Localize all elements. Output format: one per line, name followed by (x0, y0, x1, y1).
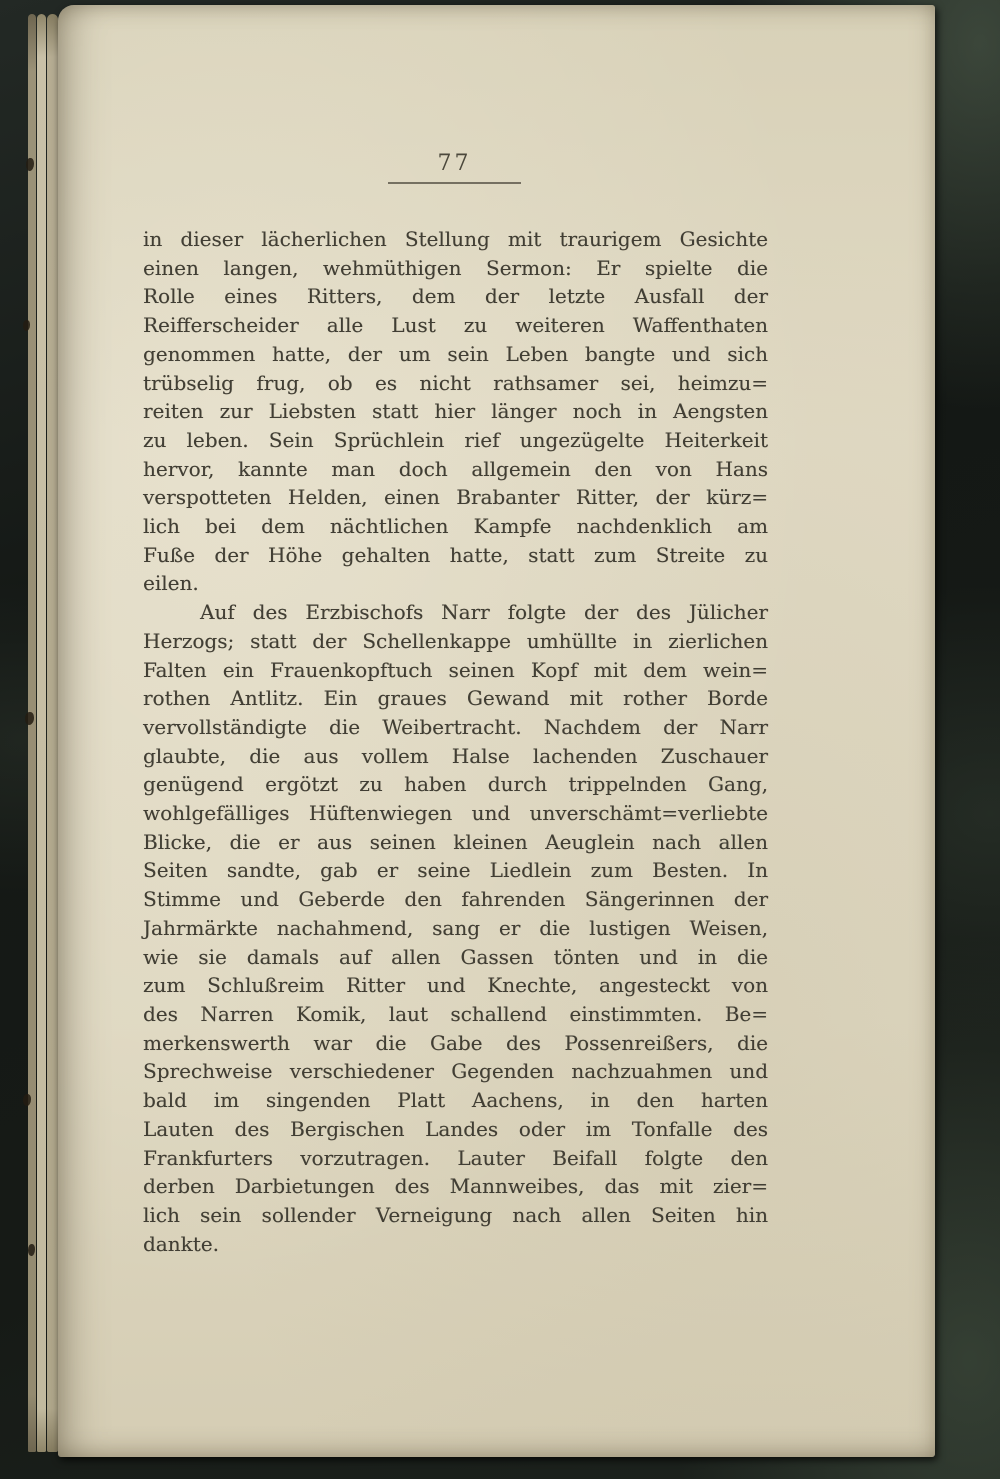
text-line: hervor, kannte man doch allgemein den von Hans (143, 456, 768, 481)
text-line: des Narren Komik, laut schallend einstimmten. Be= (143, 1001, 768, 1026)
text-line: Rolle eines Ritters, dem der letzte Ausfall der (143, 284, 768, 309)
text-line: Fuße der Höhe gehalten hatte, statt zum Streite zu (143, 542, 768, 567)
text-line: zu leben. Sein Sprüchlein rief ungezügelte Heiterkeit (143, 427, 768, 452)
text-line: Seiten sandte, gab er seine Liedlein zum Besten. In (143, 858, 768, 883)
text-line: eilen. (143, 571, 199, 596)
text-line: zum Schlußreim Ritter und Knechte, angesteckt von (143, 973, 768, 998)
page-edge-strip (37, 14, 46, 1452)
page-edges (28, 14, 58, 1452)
text-line: trübselig frug, ob es nicht rathsamer sei, heimzu= (143, 370, 768, 395)
page-number-rule (388, 182, 521, 184)
text-line: Herzogs; statt der Schellenkappe umhüllte in zierlichen (143, 628, 768, 653)
text-line: Stimme und Geberde den fahrenden Sängerinnen der (143, 887, 768, 912)
text-line: lich sein sollender Verneigung nach allen Seiten hin (143, 1202, 768, 1227)
text-line: in dieser lächerlichen Stellung mit traurigem Gesichte (143, 227, 768, 251)
text-line: Jahrmärkte nachahmend, sang er die lustigen Weisen, (143, 915, 768, 940)
scanned-page (58, 5, 935, 1457)
text-line: wohlgefälliges Hüftenwiegen und unverschämt=verliebte (143, 801, 768, 826)
text-line: derben Darbietungen des Mannweibes, das mit zier= (143, 1174, 768, 1199)
text-line: Frankfurters vorzutragen. Lauter Beifall folgte den (143, 1145, 768, 1170)
text-line: reiten zur Liebsten statt hier länger noch in Aengsten (143, 399, 768, 424)
text-line: glaubte, die aus vollem Halse lachenden Zuschauer (143, 743, 768, 768)
text-line: dankte. (143, 1231, 219, 1256)
text-line: vervollständigte die Weibertracht. Nachdem der Narr (143, 714, 768, 739)
text-line: Falten ein Frauenkopftuch seinen Kopf mit dem wein= (143, 657, 768, 682)
text-line: einen langen, wehmüthigen Sermon: Er spielte die (143, 255, 768, 280)
text-line: genommen hatte, der um sein Leben bangte und sich (143, 341, 768, 366)
page-edge-strip (47, 14, 58, 1452)
page-edge-strip (28, 14, 36, 1452)
text-line: genügend ergötzt zu haben durch trippelnden Gang, (143, 772, 768, 797)
page-text (143, 225, 768, 1258)
text-line: Sprechweise verschiedener Gegenden nachzuahmen und (143, 1059, 768, 1084)
text-line: bald im singenden Platt Aachens, in den harten (143, 1088, 768, 1113)
text-line: Lauten des Bergischen Landes oder im Tonfalle des (143, 1116, 768, 1141)
page-number: 77 (437, 151, 472, 176)
text-line: verspotteten Helden, einen Brabanter Ritter, der kürz= (143, 485, 768, 510)
text-line: lich bei dem nächtlichen Kampfe nachdenklich am (143, 514, 768, 539)
text-line: wie sie damals auf allen Gassen tönten und in die (143, 944, 768, 969)
text-line: Reifferscheider alle Lust zu weiteren Waffenthaten (143, 313, 768, 338)
text-line: rothen Antlitz. Ein graues Gewand mit rother Borde (143, 686, 768, 711)
text-line: Blicke, die er aus seinen kleinen Aeuglein nach allen (143, 829, 768, 854)
text-line: Auf des Erzbischofs Narr folgte der des Jülicher (200, 600, 768, 625)
text-line: merkenswerth war die Gabe des Possenreißers, die (143, 1030, 768, 1055)
